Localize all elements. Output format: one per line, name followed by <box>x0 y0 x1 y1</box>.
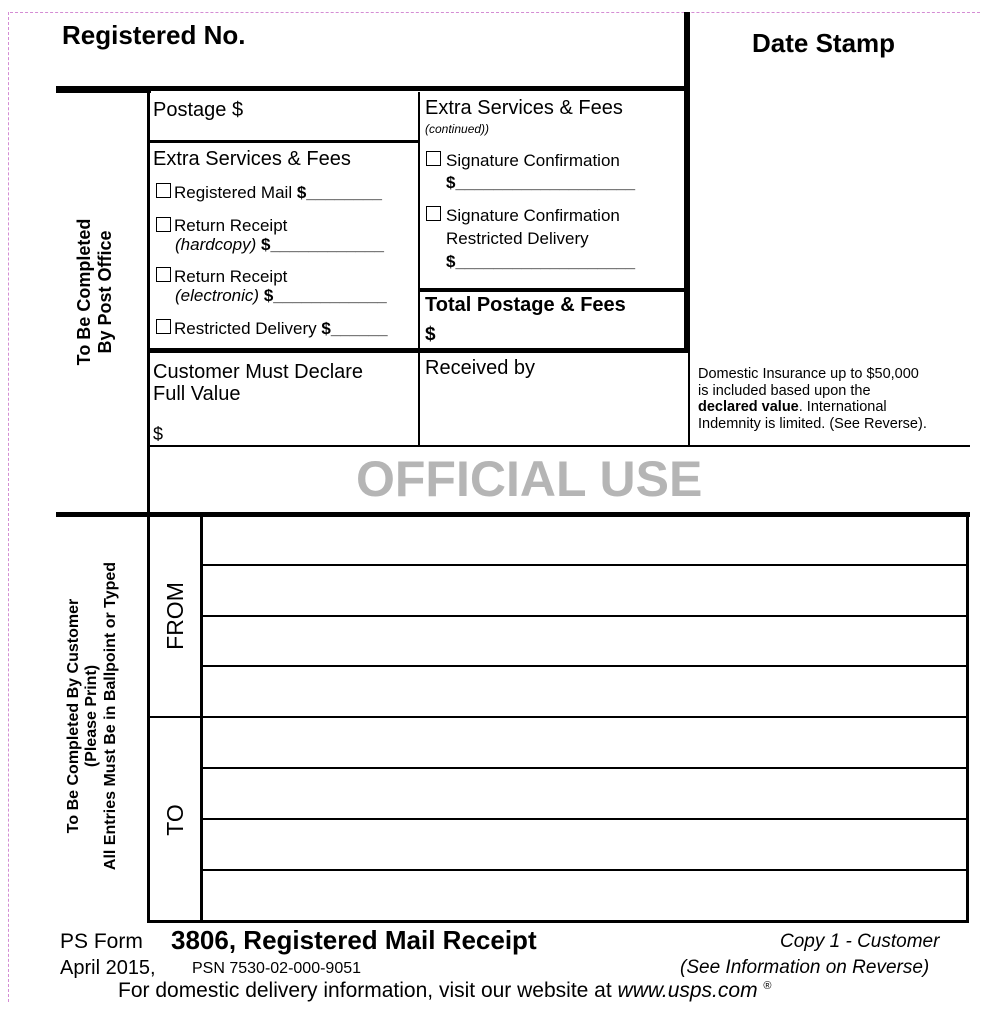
insurance-line3: declared value. International <box>698 399 887 415</box>
from-label: FROM <box>162 582 188 650</box>
registered-mail-checkbox[interactable] <box>156 183 171 198</box>
divider <box>684 12 690 352</box>
form-title: 3806, Registered Mail Receipt <box>171 925 537 955</box>
post-office-side-label-line1: To Be Completed <box>74 218 94 366</box>
divider <box>688 352 690 446</box>
ps-form-label: PS Form <box>60 930 143 953</box>
official-use-label: OFFICIAL USE <box>356 451 703 507</box>
electronic-line: (electronic) $____________ <box>175 286 387 305</box>
to-line-1[interactable] <box>203 718 966 767</box>
divider <box>147 920 969 923</box>
hardcopy-line: (hardcopy) $____________ <box>175 235 384 254</box>
total-postage-label: Total Postage & Fees <box>425 294 626 316</box>
insurance-note <box>698 366 927 432</box>
customer-side-label <box>65 516 131 916</box>
top-perforation <box>10 12 980 13</box>
form-date: April 2015, <box>60 957 156 979</box>
see-information-note: (See Information on Reverse) <box>680 957 930 978</box>
hardcopy-fee-field[interactable]: $____________ <box>261 235 384 254</box>
website-link[interactable]: www.usps.com <box>617 979 758 1002</box>
return-receipt-electronic-checkbox[interactable] <box>156 267 171 282</box>
divider <box>56 86 690 91</box>
website-line: For domestic delivery information, visit our website at www.usps.com ® <box>118 979 772 1002</box>
to-label: TO <box>162 804 188 836</box>
restricted-delivery-label: Restricted Delivery $______ <box>174 319 388 338</box>
restricted-delivery-fee-field[interactable]: $______ <box>321 319 388 338</box>
registered-mail-fee-field[interactable]: $________ <box>296 183 382 202</box>
divider <box>150 140 420 143</box>
return-receipt-hardcopy-label: Return Receipt <box>174 216 288 235</box>
postage-label: Postage $ <box>153 99 244 121</box>
copy-label: Copy 1 - Customer <box>780 931 940 952</box>
post-office-side-label <box>74 162 118 422</box>
post-office-side-label-line2: By Post Office <box>94 230 115 354</box>
registered-mail-label: Registered Mail $________ <box>174 183 382 202</box>
signature-restricted-label-2: Restricted Delivery <box>446 229 589 248</box>
signature-restricted-checkbox[interactable] <box>426 206 441 221</box>
from-line-2[interactable] <box>203 566 966 615</box>
psn-number: PSN 7530-02-000-9051 <box>192 960 362 977</box>
divider <box>418 92 420 446</box>
declared-value-field[interactable]: $ <box>153 424 164 444</box>
divider <box>150 716 203 718</box>
divider <box>966 515 969 923</box>
return-receipt-electronic-label: Return Receipt <box>174 267 288 286</box>
to-line-3[interactable] <box>203 820 966 869</box>
from-line-1[interactable] <box>203 517 966 564</box>
return-receipt-hardcopy-checkbox[interactable] <box>156 217 171 232</box>
received-by-label: Received by <box>425 357 536 379</box>
signature-confirmation-checkbox[interactable] <box>426 151 441 166</box>
restricted-delivery-checkbox[interactable] <box>156 319 171 334</box>
customer-side-label-line3: All Entries Must Be in Ballpoint or Typed <box>101 561 119 871</box>
continued-note: (continued)) <box>425 122 490 136</box>
customer-declare-line2: Full Value <box>153 383 241 405</box>
signature-restricted-fee-field[interactable]: $___________________ <box>446 252 636 271</box>
signature-confirmation-fee-field[interactable]: $___________________ <box>446 173 636 192</box>
total-postage-dollar[interactable]: $ <box>425 324 436 345</box>
divider <box>150 445 970 447</box>
electronic-fee-field[interactable]: $____________ <box>263 286 387 305</box>
customer-declare-line1: Customer Must Declare <box>153 361 364 383</box>
left-perforation <box>8 12 9 1002</box>
insurance-line2: is included based upon the <box>698 382 871 399</box>
insurance-line1: Domestic Insurance up to $50,000 <box>698 366 919 382</box>
date-stamp-label: Date Stamp <box>752 28 896 58</box>
signature-confirmation-label: Signature Confirmation <box>446 151 620 170</box>
registered-no-label: Registered No. <box>62 20 246 50</box>
from-line-4[interactable] <box>203 667 966 716</box>
insurance-line4: Indemnity is limited. (See Reverse). <box>698 415 927 432</box>
from-line-3[interactable] <box>203 617 966 665</box>
to-line-4[interactable] <box>203 871 966 920</box>
to-line-2[interactable] <box>203 769 966 818</box>
divider <box>56 88 151 93</box>
customer-side-label-line2: (Please Print) <box>83 664 101 768</box>
registered-mark: ® <box>763 980 772 992</box>
customer-side-label-line1: To Be Completed By Customer <box>65 598 82 834</box>
divider <box>147 90 150 922</box>
signature-restricted-label-1: Signature Confirmation <box>446 206 620 225</box>
divider <box>418 288 688 292</box>
extra-services-continued-title: Extra Services & Fees <box>425 97 623 119</box>
extra-services-title: Extra Services & Fees <box>153 148 351 170</box>
